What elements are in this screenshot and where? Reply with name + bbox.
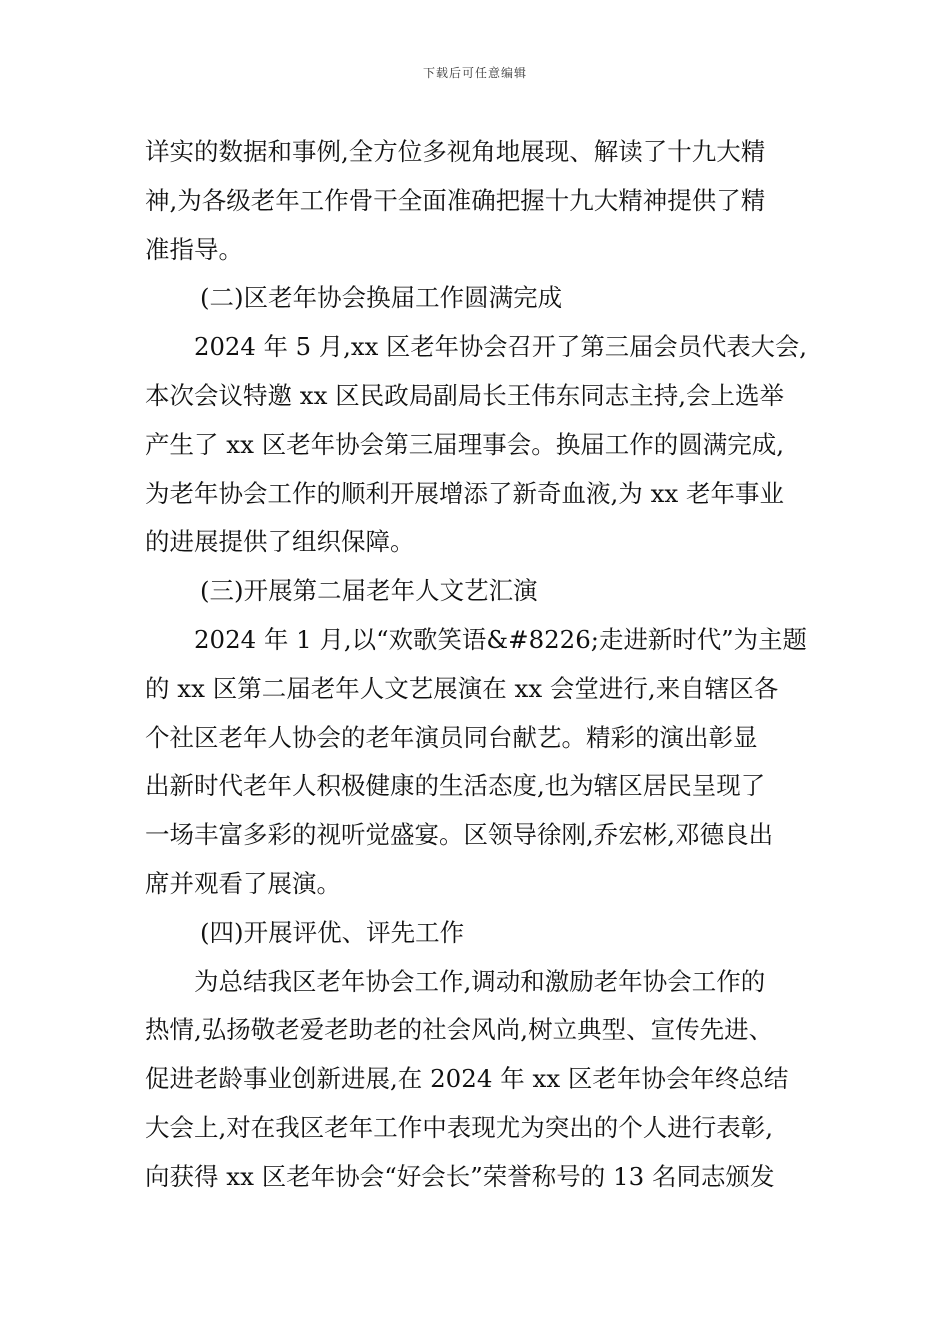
section-heading: (二)区老年协会换届工作圆满完成 (200, 283, 563, 313)
body-line: 向获得 xx 区老年协会“好会长”荣誉称号的 13 名同志颁发 (145, 1161, 775, 1191)
body-line: 本次会议特邀 xx 区民政局副局长王伟东同志主持,会上选举 (145, 380, 784, 410)
page-header-note: 下载后可任意编辑 (422, 66, 527, 80)
body-line: 席并观看了展演。 (145, 868, 341, 898)
body-line: 的 xx 区第二届老年人文艺展演在 xx 会堂进行,来自辖区各 (145, 673, 779, 703)
section-heading: (四)开展评优、评先工作 (200, 917, 465, 947)
body-line: 大会上,对在我区老年工作中表现尤为突出的个人进行表彰, (145, 1112, 774, 1142)
body-line: 的进展提供了组织保障。 (145, 527, 415, 557)
body-line: 为总结我区老年协会工作,调动和激励老年协会工作的 (194, 966, 766, 996)
body-line: 2024 年 5 月,xx 区老年协会召开了第三届会员代表大会, (194, 332, 807, 362)
body-line: 神,为各级老年工作骨干全面准确把握十九大精神提供了精 (145, 185, 766, 215)
section-heading: (三)开展第二届老年人文艺汇演 (200, 576, 538, 606)
body-line: 促进老龄事业创新进展,在 2024 年 xx 区老年协会年终总结 (145, 1064, 789, 1094)
body-line: 准指导。 (145, 234, 243, 264)
body-line: 详实的数据和事例,全方位多视角地展现、解读了十九大精 (145, 137, 766, 166)
document-body (145, 128, 807, 1202)
body-line: 出新时代老年人积极健康的生活态度,也为辖区居民呈现了 (145, 771, 766, 801)
body-line: 热情,弘扬敬老爱老助老的社会风尚,树立典型、宣传先进、 (145, 1015, 774, 1045)
body-line: 为老年协会工作的顺利开展增添了新奇血液,为 xx 老年事业 (145, 478, 784, 508)
body-line: 个社区老年人协会的老年演员同台献艺。精彩的演出彰显 (145, 722, 758, 752)
body-line: 一场丰富多彩的视听觉盛宴。区领导徐刚,乔宏彬,邓德良出 (145, 820, 774, 850)
body-line: 产生了 xx 区老年协会第三届理事会。换届工作的圆满完成, (145, 429, 784, 459)
body-line: 2024 年 1 月,以“欢歌笑语&#8226;走进新时代”为主题 (194, 624, 807, 654)
